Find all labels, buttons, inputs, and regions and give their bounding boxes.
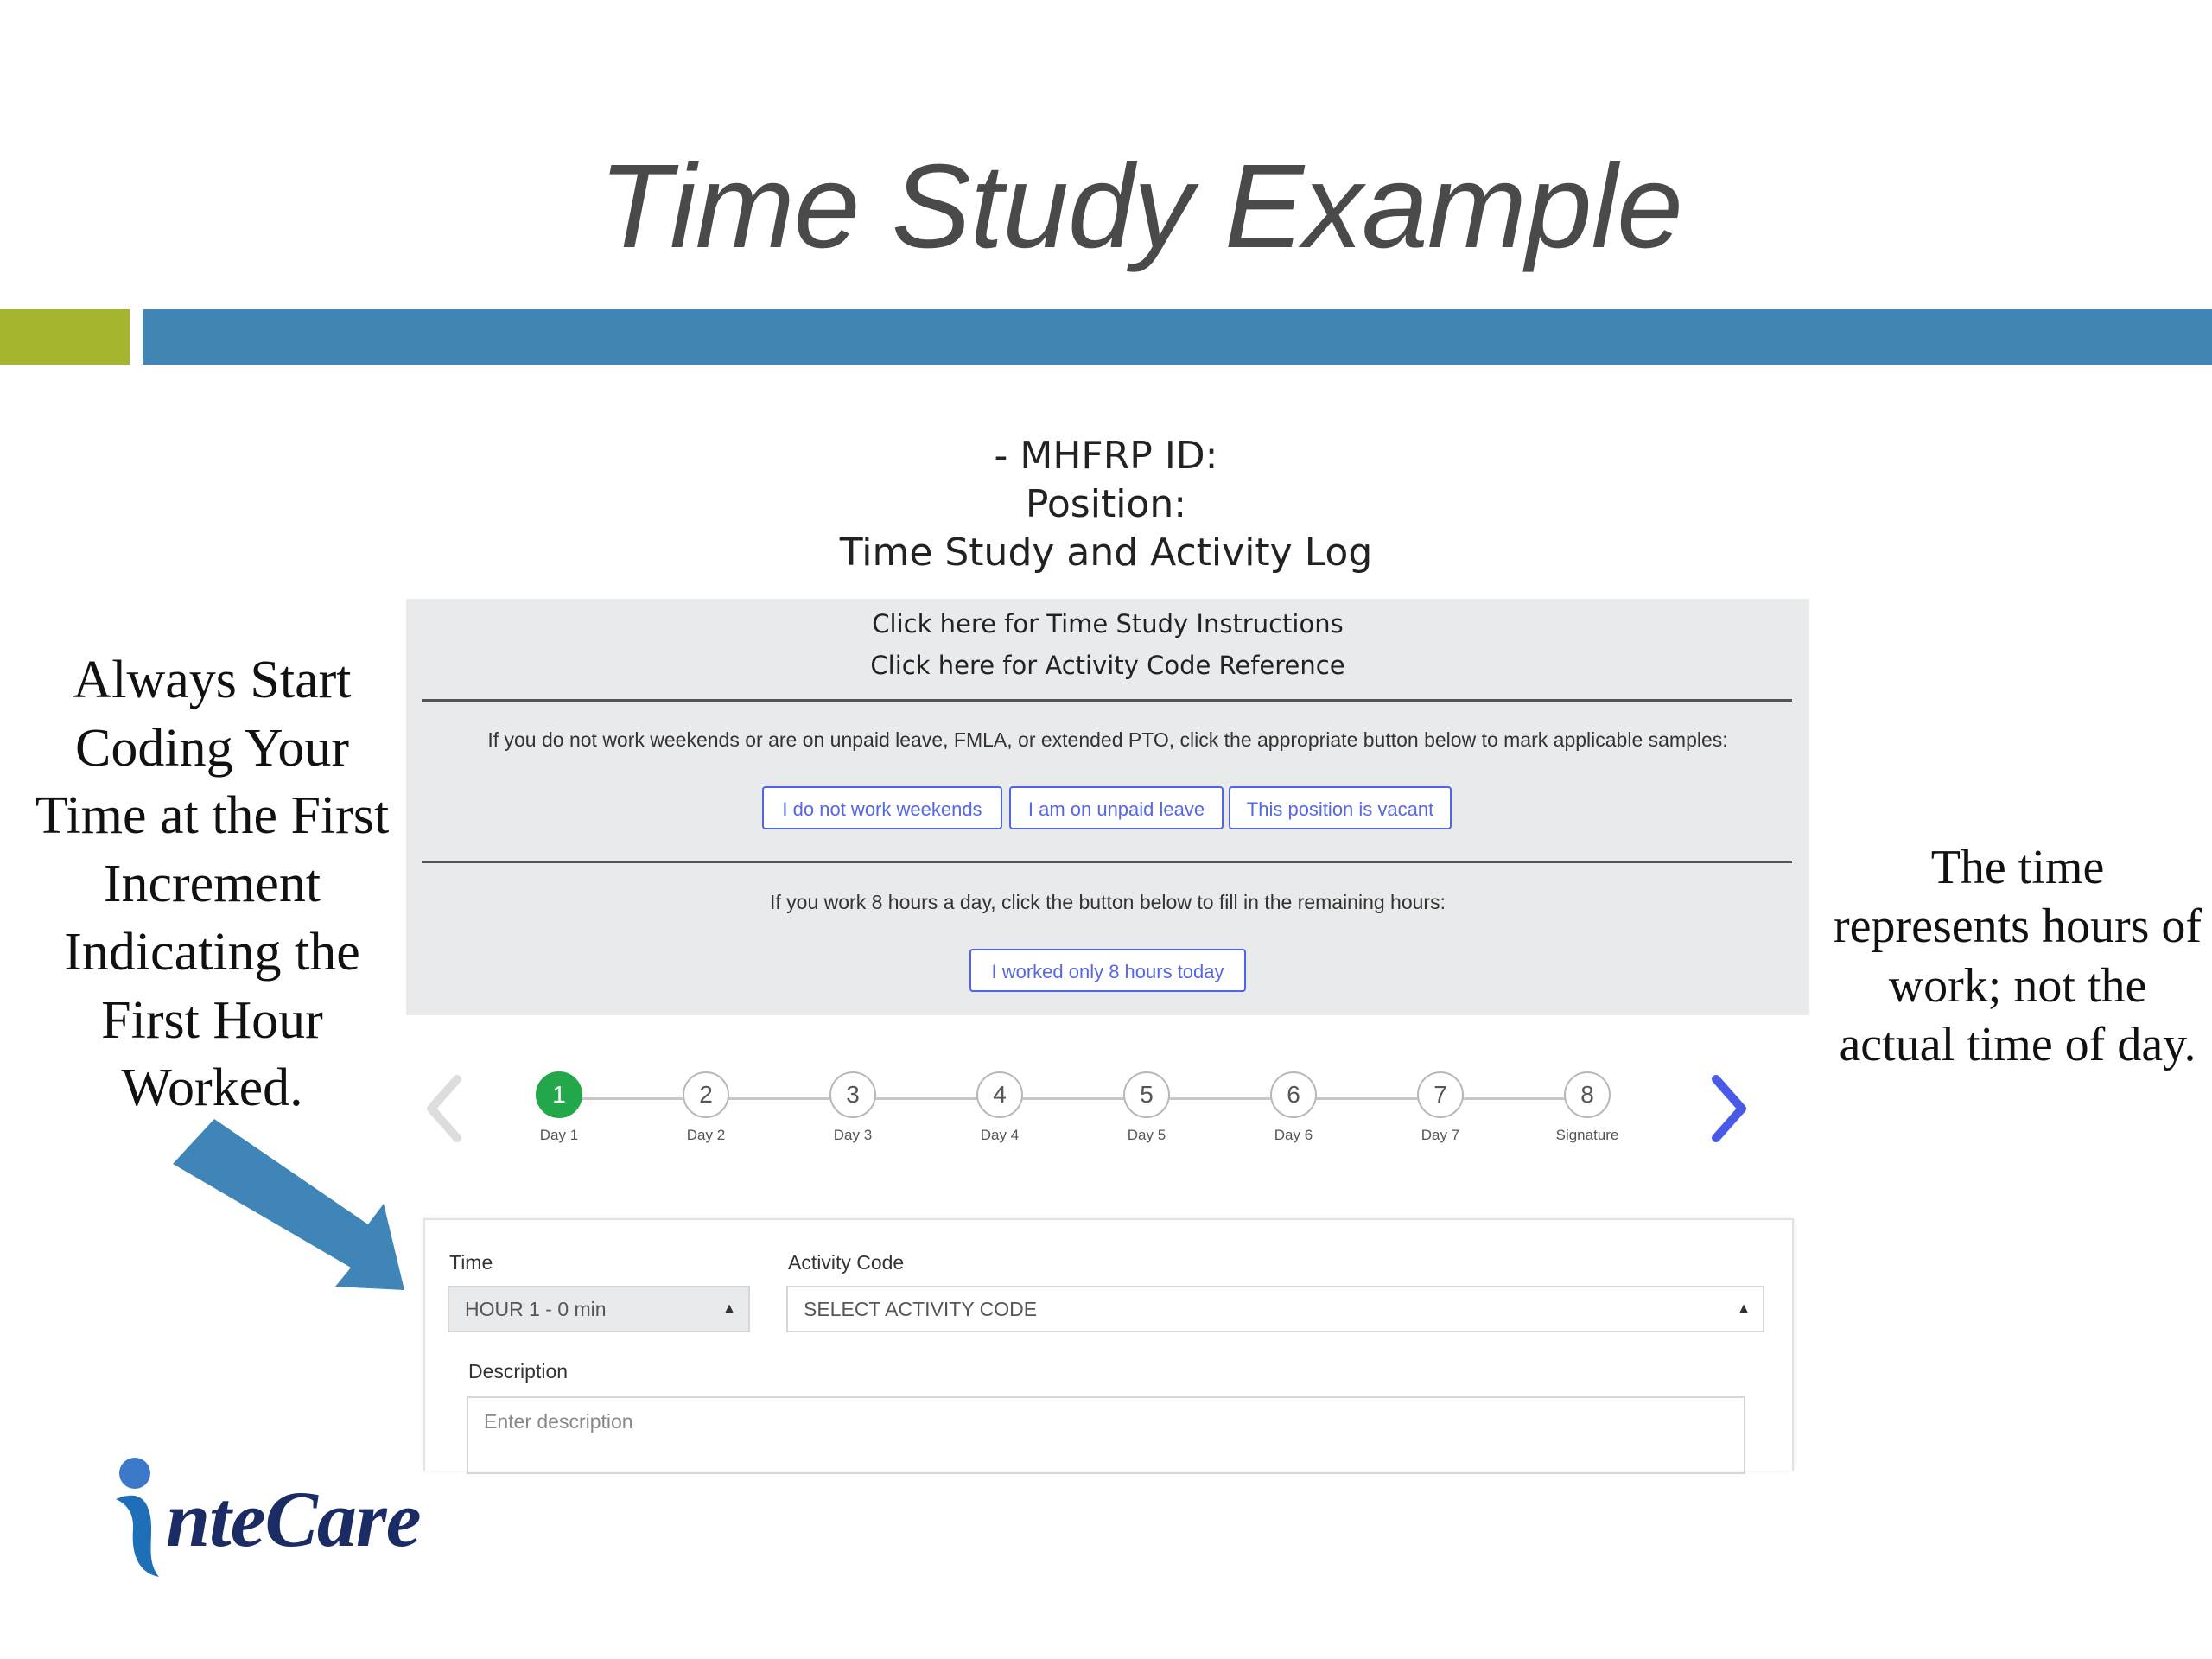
log-title: Time Study and Activity Log — [839, 531, 1373, 575]
no-weekends-button[interactable]: I do not work weekends — [762, 786, 1002, 830]
pointer-arrow-icon — [173, 1119, 423, 1292]
day-stepper — [415, 1063, 1797, 1166]
step-number: 4 — [976, 1071, 1023, 1118]
step-5[interactable] — [1112, 1071, 1181, 1144]
weekend-prompt: If you do not work weekends or are on unpaid leave, FMLA, or extended PTO, click the appropriate button below to mark applicable samples: — [487, 728, 1728, 751]
step-number: 5 — [1123, 1071, 1170, 1118]
step-number: 1 — [536, 1071, 582, 1118]
step-8[interactable] — [1553, 1071, 1622, 1144]
app-header — [406, 432, 1806, 577]
step-6[interactable] — [1259, 1071, 1328, 1144]
worked-8-hours-button[interactable]: I worked only 8 hours today — [969, 949, 1246, 992]
step-number: 3 — [830, 1071, 876, 1118]
step-4[interactable] — [965, 1071, 1034, 1144]
annotation-right: The time represents hours of work; not the actual time of day. — [1833, 841, 2202, 1071]
accent-bar-blue — [143, 309, 2212, 365]
step-3[interactable] — [818, 1071, 887, 1144]
description-label: Description — [468, 1360, 569, 1382]
description-input[interactable] — [467, 1396, 1745, 1474]
select-caret-icon: ▲ — [1737, 1301, 1751, 1316]
slide-title: Time Study Example — [599, 140, 1682, 273]
activity-code-label: Activity Code — [788, 1251, 905, 1274]
description-placeholder: Enter description — [484, 1410, 633, 1433]
step-label: Day 1 — [539, 1127, 579, 1143]
step-number: 7 — [1417, 1071, 1464, 1118]
step-label: Day 6 — [1274, 1127, 1313, 1143]
divider — [422, 699, 1792, 702]
step-label: Day 7 — [1421, 1127, 1460, 1143]
step-number: 2 — [683, 1071, 729, 1118]
accent-bar-green — [0, 309, 130, 365]
divider — [422, 861, 1792, 863]
select-caret-icon: ▲ — [722, 1301, 736, 1316]
step-label: Signature — [1555, 1127, 1619, 1143]
step-label: Day 3 — [833, 1127, 873, 1143]
step-label: Day 4 — [980, 1127, 1020, 1143]
eight-hours-prompt: If you work 8 hours a day, click the button below to fill in the remaining hours: — [770, 891, 1446, 913]
activity-code-select[interactable] — [786, 1286, 1764, 1332]
annotation-left: Always Start Coding Your Time at the First Increment Indicating the First Hour Worked. — [35, 651, 390, 1118]
time-select-value: HOUR 1 - 0 min — [465, 1298, 607, 1320]
intecare-logo — [111, 1456, 456, 1586]
instructions-link[interactable]: Click here for Time Study Instructions — [872, 609, 1344, 639]
step-number: 8 — [1564, 1071, 1611, 1118]
step-label: Day 2 — [686, 1127, 726, 1143]
mhfrp-id-line: - MHFRP ID: — [994, 434, 1218, 478]
time-entry-form — [423, 1218, 1794, 1471]
activity-code-select-value: SELECT ACTIVITY CODE — [804, 1298, 1038, 1320]
instruction-panel — [406, 599, 1809, 1015]
step-number: 6 — [1270, 1071, 1317, 1118]
position-line: Position: — [1025, 482, 1187, 526]
next-chevron-icon[interactable] — [1704, 1074, 1756, 1143]
step-label: Day 5 — [1127, 1127, 1166, 1143]
unpaid-leave-button[interactable]: I am on unpaid leave — [1009, 786, 1224, 830]
step-7[interactable] — [1406, 1071, 1475, 1144]
step-1[interactable] — [524, 1071, 594, 1144]
position-vacant-button[interactable]: This position is vacant — [1229, 786, 1452, 830]
time-select[interactable] — [448, 1286, 750, 1332]
time-label: Time — [449, 1251, 493, 1274]
step-2[interactable] — [671, 1071, 741, 1144]
logo-wordmark: nteCare — [166, 1475, 421, 1563]
activity-code-link[interactable]: Click here for Activity Code Reference — [870, 651, 1345, 680]
